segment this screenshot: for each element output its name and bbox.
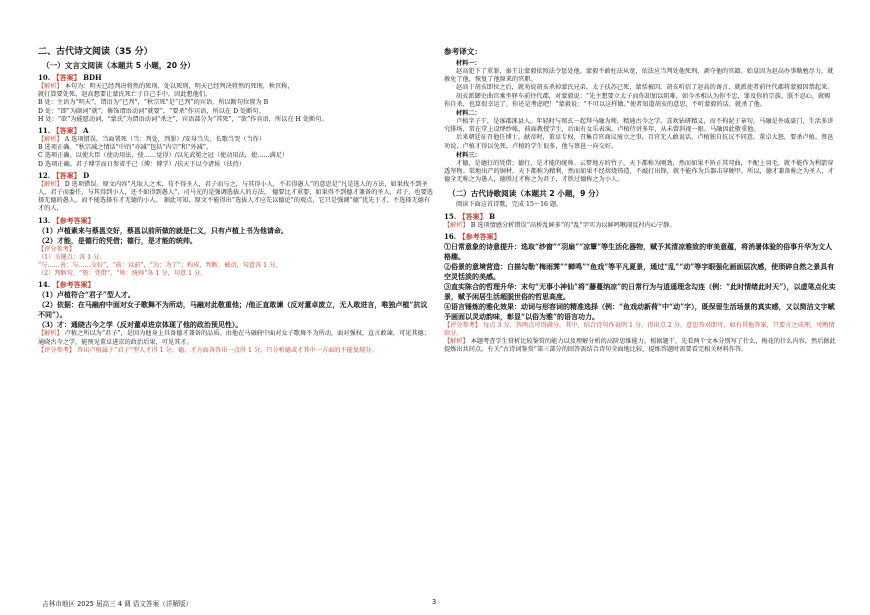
q10-line: H 处：“欲”为能愿动词，“蒙氏”为谓语动词“杀之”，宾语部分为“其死”，“欲”作宾语，所以在 H 处断句。 — [38, 115, 328, 123]
q16-number: 16. — [444, 231, 457, 241]
q16-score-text: 每点 3 分，答两点可得满分。其中，结合诗句作说明 1 分，得出点 2 分。意思答对即可，如有其他答案，只要言之成理，可酌情给分。 — [444, 321, 835, 338]
q15-number: 15. — [444, 211, 457, 221]
q14-line: 卢植之所以为“君子”，是因为他身上具备德才兼备的品质。由他在马融府中面对女子歌舞不为所动，面对强权，直言敢谏，可见其德；通晓古今之学，能预见董卓进京的政治后果，可见其才。 — [38, 330, 430, 346]
q14-score-text: 答出卢植属于“君子”型人才得 1 分，德、才方面各答出一点得 1 分，只分析德或才其中一方面的不能复现分。 — [77, 346, 378, 354]
q11-explanation-tag: 【解析】 — [38, 136, 63, 144]
q10-answer: BDH — [83, 73, 102, 82]
q14-header — [38, 280, 434, 290]
material-1-label: 材料一： — [456, 60, 481, 67]
q10-line: D 处：“即”为副词“就”，修饰谓语动词“就要”，“要杀”作宾语，所以在 D 处断句。 — [38, 107, 265, 115]
q15-answer: B — [489, 211, 495, 221]
q12-answer-tag: 【答案】 — [52, 170, 81, 180]
q14-explanation-tag: 【解析】 — [38, 330, 63, 338]
q11-explanation — [38, 136, 434, 169]
q13-number: 13. — [38, 215, 51, 225]
material-2-para: 后来朝廷征召他任博士。献帝时，董卓专权，召集百官商议废立之事，百官无人敢说话，卢植独自抗议不同意。董卓大怒，要杀卢植。蔡邕劝说，卢植才得以免死。卢植的学生很多，他与蔡邕一向交好。 — [444, 134, 834, 150]
q12-explanation-tag: 【解析】 — [38, 180, 63, 188]
poem-section-title: （二）古代诗歌阅读（本题共 2 小题，9 分） — [448, 189, 604, 199]
q14-answer-tag: 【参考答案】 — [52, 280, 95, 290]
reference-translation-title: 参考译文： — [444, 47, 482, 56]
left-column — [38, 46, 434, 355]
q16-score-tag: 【评分参考】 — [444, 321, 482, 329]
q16-answer-2: ②俗景的意境营造：白描勾勒“梅雨霁”“蝉鸣”“鱼戏”等平凡夏景，通过“乱”“动”等字眼强化画面层次感，使琐碎自然之景具有空灵恬淡的美感。 — [444, 261, 835, 281]
q13-score-tag: 【评分参考】 — [38, 245, 76, 253]
q13-answer-1: （1）卢植素来与蔡邕交好，蔡邕以前所做的就是仁义，只有卢植上书为他请命。 — [38, 225, 288, 235]
q11-line: B 选项正确。“秋宗减之情话”中的“亦减”包括“内宗”和“外减”。 — [38, 144, 213, 152]
q10-explanation-tag: 【解析】 — [38, 83, 63, 90]
q16-answer-tag: 【参考答案】 — [458, 231, 501, 241]
q15-explanation — [444, 222, 836, 230]
q13-score-line: （1）关键点：各 1 分。 — [38, 253, 106, 261]
material-3-para: 才德，是德行的凭借；德行，是才能的统帅。云梦地方的竹子，天下都称为刚劲，然而如果不矫正其弯曲，不配上羽毛，就不能作为利箭穿透坚物。棠地出产的铜材，天下都称为精利，然而如果不经熔烧铸造，不敲打出锋，就不能作为兵器击穿硬甲。所以，德才兼备称之为圣人，才德全无称之为愚人，德胜过才称之为君子，才胜过德称之为小人。 — [444, 159, 834, 184]
q15-answer-tag: 【答案】 — [458, 211, 487, 221]
q16-explanation-text: 本题考查学生赏析比较鉴赏的能力以及理解分析的高阶思维能力。根据题干，先看两个文本分别写了什么，梅花的什么内容，然后据此提炼出共同点。有关“古诗词鉴赏”第三部分的回答需结合诗句全面地比较，提炼答题时需要看完相关材料作答。 — [444, 338, 836, 354]
q12-number: 12. — [38, 170, 51, 180]
footer-title: 吉林市地区 2025 届高三 4 调 语文答案（详解版） — [42, 600, 193, 608]
q16-explanation — [444, 338, 836, 354]
q10-number: 10. — [38, 73, 51, 82]
right-column — [444, 46, 836, 355]
q12-line: 德要比才重要，如果得不到德才兼备的圣人，君子，也要选择无德的愚人，而不能选择有才无德的小人。 — [38, 189, 433, 205]
q10-line: 本句为：明天已经判决将然的死刑，处以死刑，明天已经判决将然的死刑，秋官称， — [64, 83, 294, 90]
material-1-para: 胡亥派御史曲宫乘坐驿车前往代郡，对蒙毅说：“先主想要立太子而你却加以阻难，如今丞相认为你不忠，罪及你的宗族。朕不忍心，就赐你自杀，也算很幸运了，你还是考虑吧！”蒙毅说：“不可以这样做。”使者知道胡亥的意思，不听蒙毅的话，就杀了他。 — [444, 92, 831, 108]
material-1-para: 赵高于胡亥即位之后，就劝说胡亥杀掉蒙氏兄弟。太子扶苏已死，蒙恬被囚。胡亥听信了赵高的谗言，就派使者前往代郡将蒙毅囚禁起来。 — [456, 84, 834, 92]
q11-line: D 选项正确。君子博学而日参省乎己（博：博学）/扶天下以令诸侯（扶持） — [38, 160, 246, 168]
q14-score-tag: 【评分参考】 — [38, 346, 76, 354]
q10-line: 就打算要处死，赵高想要让蒙氏死亡于自己手中，因此想他们。 — [38, 91, 212, 99]
q13-header — [38, 216, 434, 226]
subsection-title: （一）文言文阅读（本题共 5 小题，20 分） — [42, 61, 195, 70]
q12-header — [38, 171, 434, 181]
q12-answer: D — [83, 170, 90, 180]
q13-answer-tag: 【参考答案】 — [52, 215, 95, 225]
q10-answer-tag: 【答案】 — [52, 73, 81, 82]
page-number: 3 — [432, 598, 437, 606]
q15-text: B 选项情感分析错误“高桥乱鲜多”的“乱”字实为以鲜鸣啾闹反衬内心宁静。 — [470, 221, 676, 229]
q11-line: C 选项正确。以使大臣（使动用法，使……觉得）/以光武冕之冠（使动用法，使……满足） — [38, 152, 289, 160]
section-title: 二、古代诗文阅读（35 分） — [38, 47, 153, 57]
q16-header — [444, 232, 836, 242]
q11-answer: A — [83, 126, 89, 136]
q14-answer-2: （2）依据：在马融府中面对女子歌舞不为所动，马融对此敬重他；/他正直敢谏（反对董卓废立，无人敢进言，唯独卢植“抗议不同”）。 — [38, 300, 428, 320]
q16-score — [444, 322, 836, 338]
material-2-label: 材料二： — [456, 110, 481, 118]
q15-explanation-tag: 【解析】 — [444, 221, 469, 229]
q16-explanation-tag: 【解析】 — [444, 338, 469, 346]
q12-explanation — [38, 181, 434, 214]
q10-line: B 处：主语为“明天”，谓语为“已判”，“秋宗死”是“已判”的宾语，所以断句位置为 B — [38, 99, 269, 107]
q15-header — [444, 212, 836, 222]
q11-line: A 选项错误。当面署死（当：判处，判罪）/安身当失、长歌当哭（当作） — [64, 136, 266, 144]
q16-answer-3: ③直实陈合的哲理升华：末句“无事小神仙”将“藤蔓纳凉”的日常行为与逍遥理念勾连（例：“此时情绪此时天”），以虚笔点化实景，赋予闲居生活超脱世俗的哲思高度。 — [444, 281, 836, 301]
q11-number: 11. — [38, 126, 51, 136]
q10-header — [38, 73, 434, 83]
q13-score-line: （2）判断句，“资：凭借”，“帅：统帅”各 1 分，句意 1 分。 — [38, 270, 207, 278]
q10-explanation — [38, 83, 434, 124]
q13-score-line: “与……善：与……交好”，“前：以前”，“为：为了”；构成，判断，被动，句意各 1 分。 — [38, 262, 282, 270]
q14-number: 14. — [38, 280, 51, 290]
q11-header — [38, 126, 434, 136]
q14-score — [38, 347, 434, 355]
material-1-para: 赵高犯下了重罪，秦王让蒙毅依照法令惩处他。蒙毅不敢枉法从宽，依法应当判处他死刑，剥夺他的官籍。始皇因为赵高办事勤勉尽力，就赦免了他，恢复了他原来的官职。 — [444, 68, 834, 84]
q14-answer-3: （3）才：通晓古今之学（反对董卓进京体现了他的政治预见性）。 — [38, 320, 243, 330]
q13-answer-2: （2）才能，是德行的凭借；德行，是才能的统帅。 — [38, 235, 197, 245]
poem-intro: 阅读下面这首诗歌，完成 15～16 题。 — [456, 201, 563, 209]
q16-answer-1: ①日常意象的诗意提升：选取“纱窗”“羽扇”“凉簟”等生活化器物，赋予其清凉雅致的审美意蕴，将消暑体验的俗事升华为文人格趣。 — [444, 241, 833, 261]
material-2-para: 卢植字子干，是涿郡涿县人。年轻时与郑玄一起拜马融为师，精通古今之学，喜欢钻研精义，而不拘泥于章句。马融是外戚豪门，生活多讲究排场，常在堂上设绛纱帐，前面教授学生，后面有女乐表演，卢植侍讲多年，从未曾斜视一眼。马融因此敬重他。 — [444, 118, 834, 134]
material-3-label: 材料三： — [456, 151, 481, 159]
q11-answer-tag: 【答案】 — [52, 126, 81, 136]
q14-answer-1: （1）卢植符合“君子”型人才。 — [38, 290, 135, 300]
q12-line: D 选项错误。原文内容“凡取人之术，苟不得圣人，君子而与之，与其得小人，不若得愚人”的意思是“凡是选人的方法，如果找不到圣人、君子而委任，与其得到小人，还不如得到愚人”，司马光的是强调选拔人的方法， — [38, 180, 428, 197]
q12-line: 据此可知，原文不能得出“选拔人才应先以德论”的观点，它只是强调“德”优先于才，不选择无德有才的人， — [38, 197, 431, 213]
q16-answer-4: ④语言锤炼的雅化效果：动词与形容词的精准选择（例：“鱼戏动新荷”中“动”字），既保留生活场景的真实感，又以简洁文字赋予画面以灵动韵味，彰显“以俗为雅”的语言功力。 — [444, 301, 835, 321]
q14-explanation — [38, 330, 434, 346]
